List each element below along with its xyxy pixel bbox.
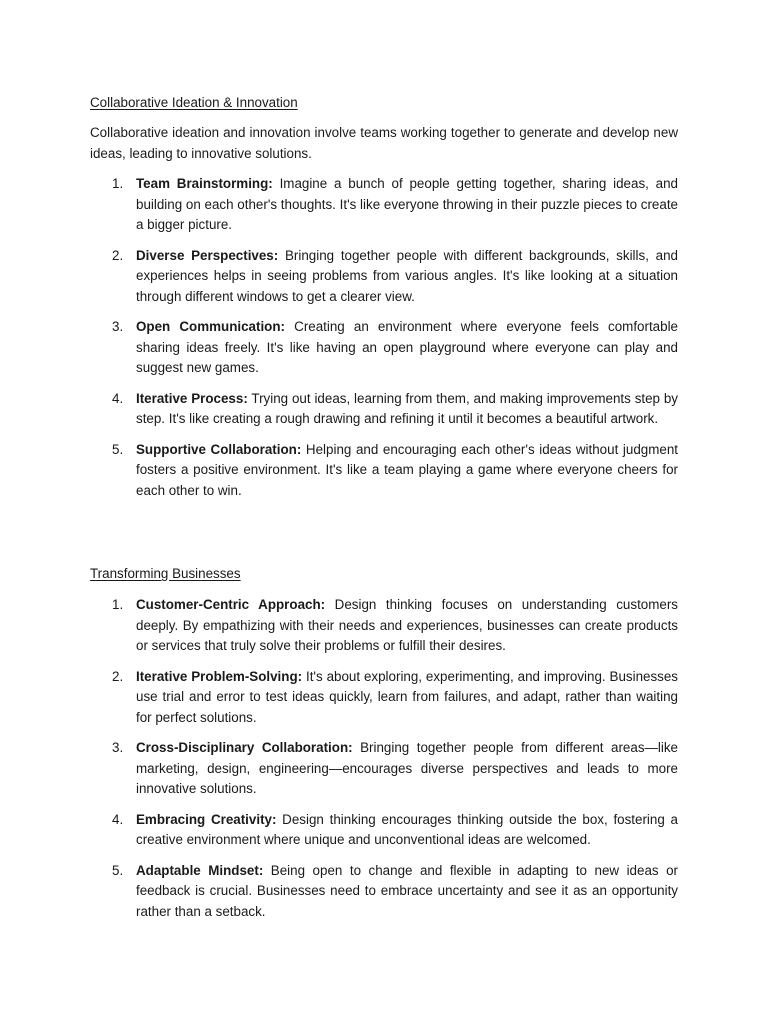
list-term: Embracing Creativity: <box>136 811 277 827</box>
list-text: Trying out ideas, learning from them, and making improvements step by step. It's like creating a rough drawing and refining it until it becomes a beautiful artwork. <box>136 390 679 426</box>
list-term: Adaptable Mindset: <box>136 862 264 878</box>
section-heading: Transforming Businesses <box>90 566 241 581</box>
list-number: 2. <box>112 668 124 684</box>
list-text: Imagine a bunch of people getting together, sharing ideas, and building on each other's thoughts. It's like everyone throwing in their puzzle pieces to create a bigger picture. <box>136 176 678 232</box>
list-number: 5. <box>112 441 124 457</box>
list-term: Customer-Centric Approach: <box>136 597 326 612</box>
numbered-list <box>90 595 678 932</box>
list-text: Helping and encouraging each other's ideas without judgment fosters a positive environment. It's like a team playing a game where everyone cheers for each other to win. <box>136 441 678 498</box>
list-text: Design thinking encourages thinking outside the box, fostering a creative environment where unique and unconventional ideas are welcomed. <box>136 811 678 847</box>
list-text: Bringing together people from different areas—like marketing, design, engineering—encourages diverse perspectives and leads to more innovative solutions. <box>136 740 678 796</box>
numbered-list <box>90 174 678 511</box>
list-item <box>90 317 678 379</box>
list-term: Open Communication: <box>136 319 285 334</box>
list-number: 5. <box>112 862 124 878</box>
list-number: 4. <box>112 390 124 406</box>
list-item <box>90 389 678 430</box>
list-text: Being open to change and flexible in adapting to new ideas or feedback is crucial. Businesses need to embrace uncertainty and see it as an opportunity rather than a setback. <box>136 862 679 919</box>
list-number: 3. <box>112 740 124 755</box>
section-heading: Collaborative Ideation & Innovation <box>90 95 298 110</box>
list-number: 3. <box>112 319 124 334</box>
list-number: 2. <box>112 247 124 263</box>
list-item <box>90 440 678 502</box>
list-item <box>90 810 678 851</box>
list-text: Creating an environment where everyone feels comfortable sharing ideas freely. It's like having an open playground where everyone can play and suggest new games. <box>136 319 678 375</box>
list-term: Cross-Disciplinary Collaboration: <box>136 740 353 755</box>
list-text: Bringing together people with different backgrounds, skills, and experiences helps in seeing problems from various angles. It's like looking at a situation through different windows to get a clearer view. <box>136 247 678 304</box>
list-term: Team Brainstorming: <box>136 176 273 191</box>
list-number: 1. <box>112 597 124 612</box>
list-number: 1. <box>112 176 124 191</box>
list-number: 4. <box>112 811 124 827</box>
list-term: Iterative Process: <box>136 390 248 406</box>
list-item <box>90 738 678 800</box>
list-item <box>90 246 678 308</box>
list-text: Design thinking focuses on understanding customers deeply. By empathizing with their needs and experiences, businesses can create products or services that truly solve their problems or fulfill their desires. <box>136 597 678 653</box>
list-item <box>90 861 678 923</box>
list-item <box>90 595 678 657</box>
list-term: Supportive Collaboration: <box>136 441 302 457</box>
list-term: Iterative Problem-Solving: <box>136 668 303 684</box>
list-item <box>90 174 678 236</box>
section-intro: Collaborative ideation and innovation involve teams working together to generate and develop new ideas, leading to innovative solutions. <box>90 125 678 161</box>
list-item <box>90 667 678 729</box>
list-text: It's about exploring, experimenting, and improving. Businesses use trial and error to test ideas quickly, learn from failures, and adapt, rather than waiting for perfect solutions. <box>136 668 678 725</box>
list-term: Diverse Perspectives: <box>136 247 279 263</box>
